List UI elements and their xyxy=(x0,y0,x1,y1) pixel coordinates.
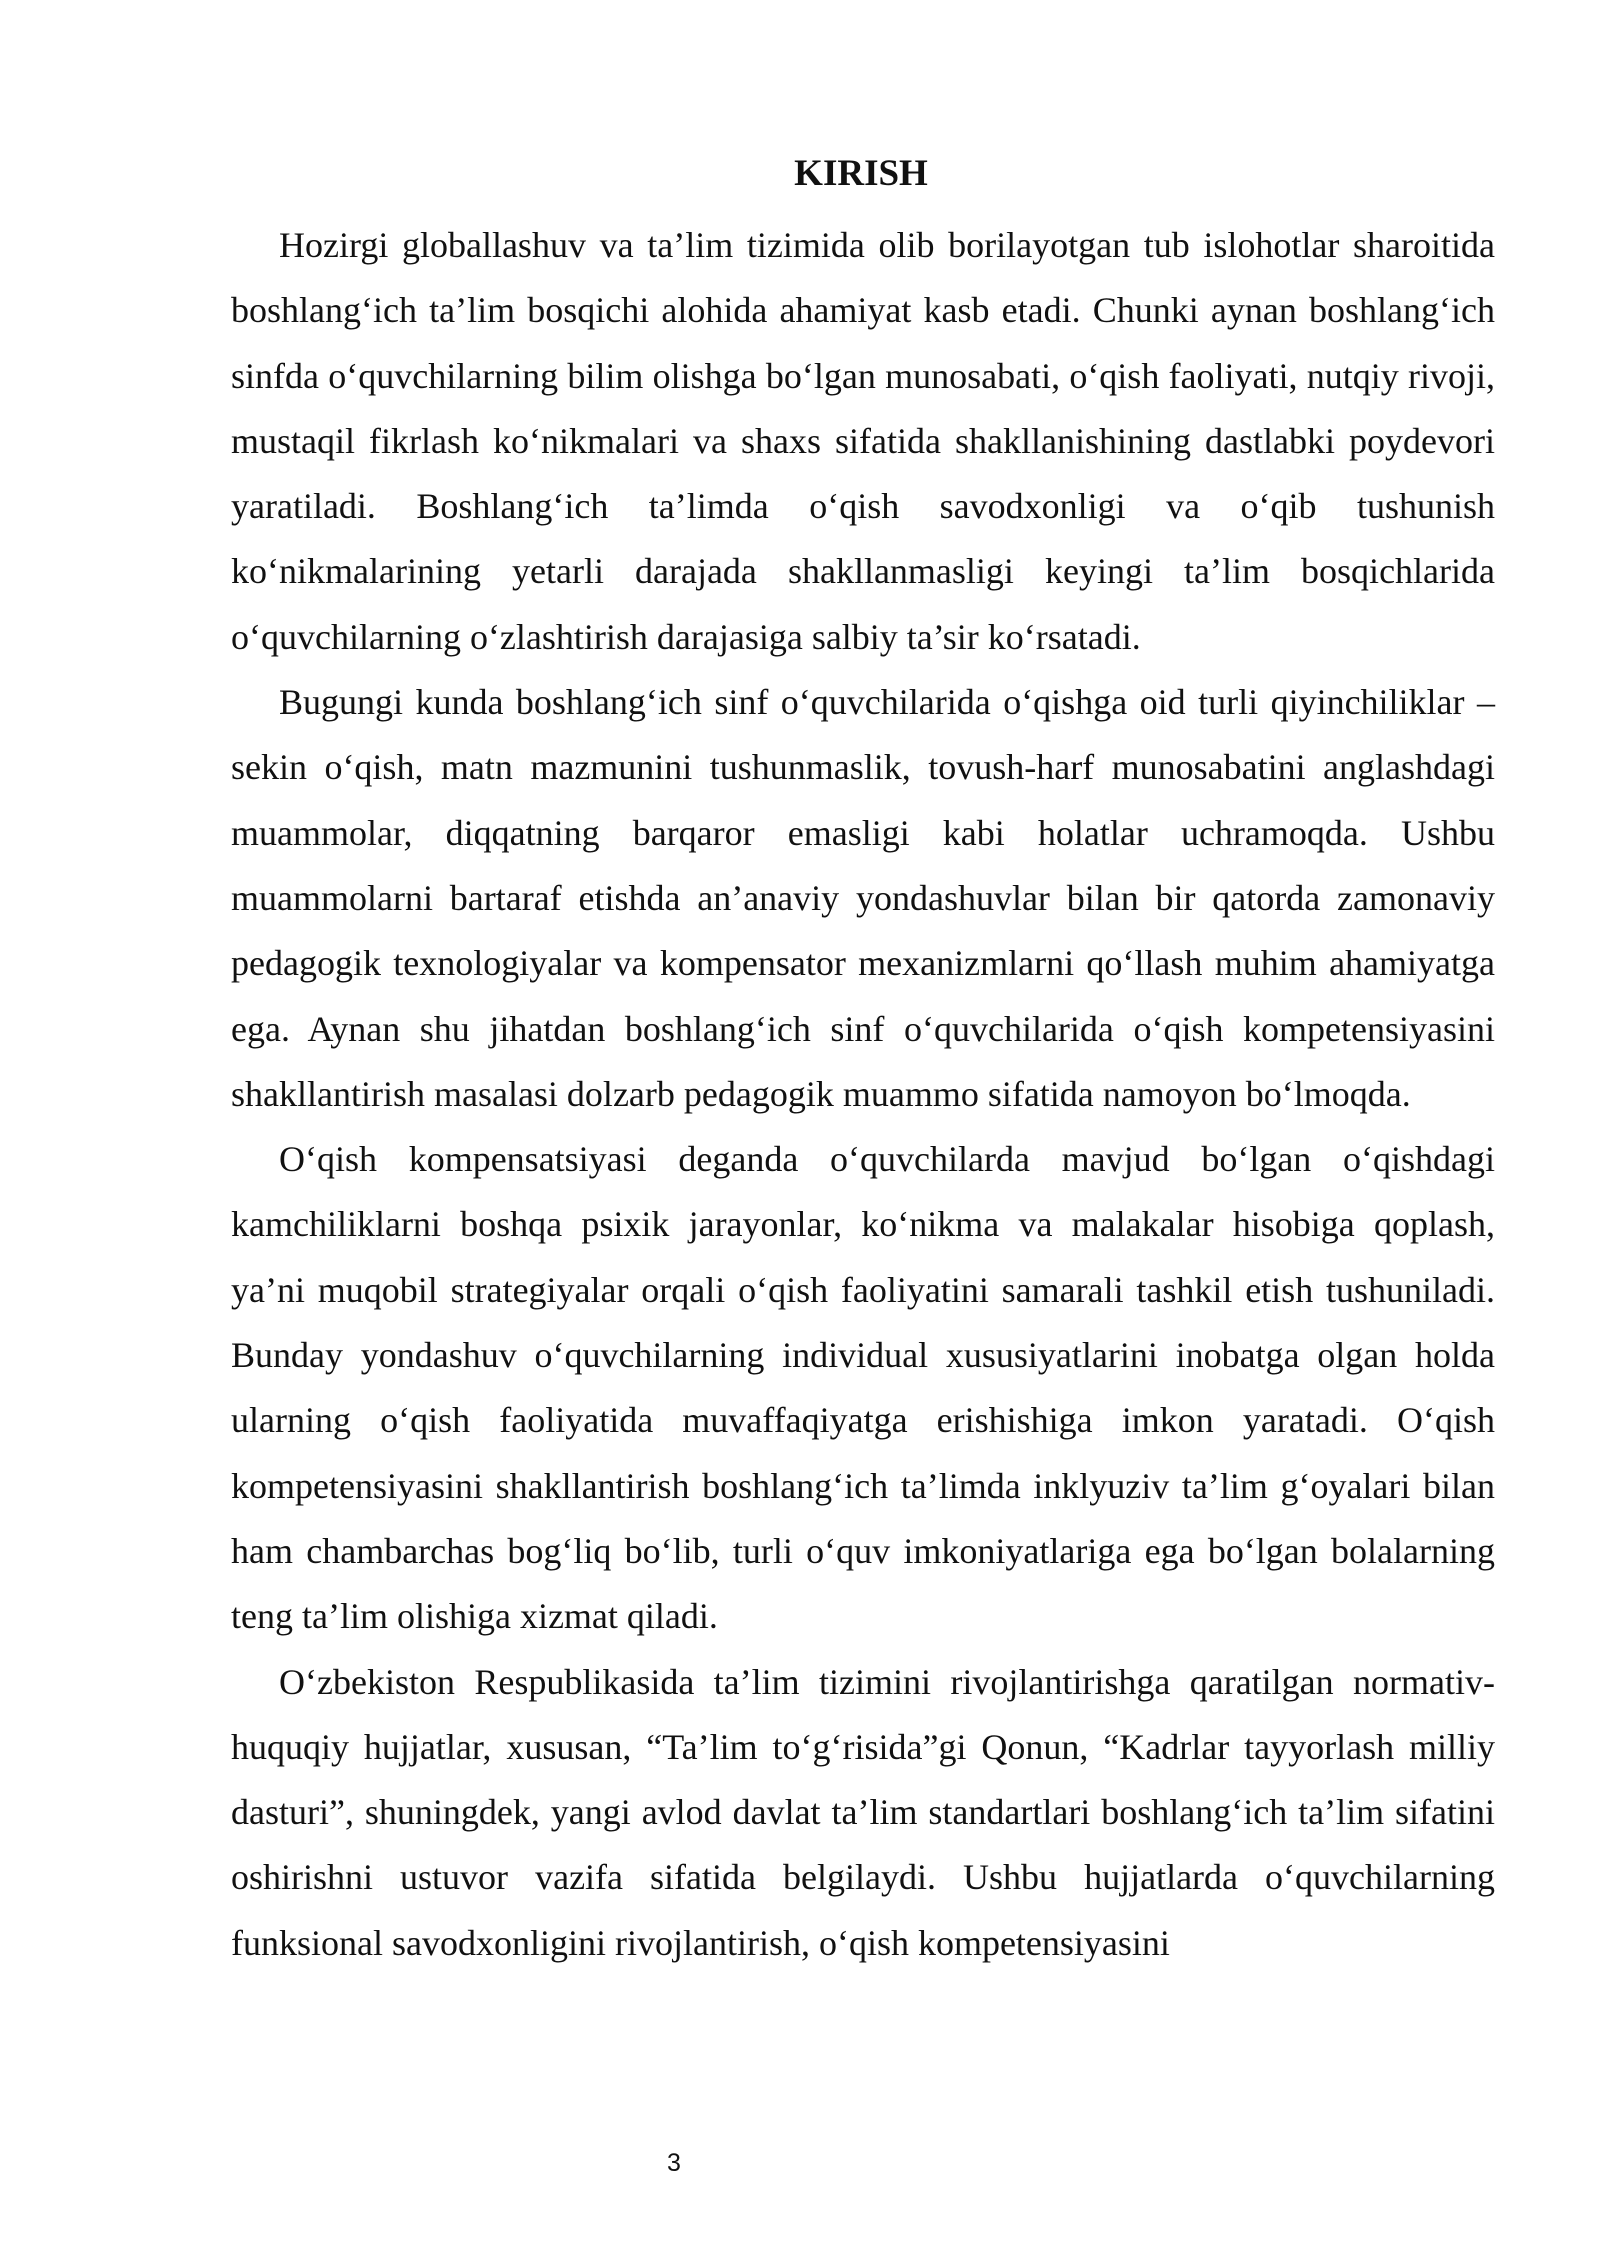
paragraph-2: Bugungi kunda boshlang‘ich sinf o‘quvchilarida o‘qishga oid turli qiyinchiliklar – sekin o‘qish, matn mazmunini tushunmaslik, tovush-harf munosabatini anglashdagi muammolar, diqqatning barqaror emasligi kabi holatlar uchramoqda. Ushbu muammolarni bartaraf etishda an’anaviy yondashuvlar bilan bir qatorda zamonaviy pedagogik texnologiyalar va kompensator mexanizmlarni qo‘llash muhim ahamiyatga ega. Aynan shu jihatdan boshlang‘ich sinf o‘quvchilarida o‘qish kompetensiyasini shakllantirish masalasi dolzarb pedagogik muammo sifatida namoyon bo‘lmoqda. xyxy=(231,682,1495,1114)
page-number: 3 xyxy=(667,2149,681,2177)
paragraph-4: O‘zbekiston Respublikasida ta’lim tizimini rivojlantirishga qaratilgan normativ-huquqiy hujjatlar, xususan, “Ta’lim to‘g‘risida”gi Qonun, “Kadrlar tayyorlash milliy dasturi”, shuningdek, yangi avlod davlat ta’lim standartlari boshlang‘ich ta’lim sifatini oshirishni ustuvor vazifa sifatida belgilaydi. Ushbu hujjatlarda o‘quvchilarning funksional savodxonligini rivojlantirish, o‘qish kompetensiyasini xyxy=(231,1661,1495,1963)
paragraph-1: Hozirgi globallashuv va ta’lim tizimida olib borilayotgan tub islohotlar sharoitida boshlang‘ich ta’lim bosqichi alohida ahamiyat kasb etadi. Chunki aynan boshlang‘ich sinfda o‘quvchilarning bilim olishga bo‘lgan munosabati, o‘qish faoliyati, nutqiy rivoji, mustaqil fikrlash ko‘nikmalari va shaxs sifatida shakllanishining dastlabki poydevori yaratiladi. Boshlang‘ich ta’limda o‘qish savodxonligi va o‘qib tushunish ko‘nikmalarining yetarli darajada shakllanmasligi keyingi ta’lim bosqichlarida o‘quvchilarning o‘zlashtirish darajasiga salbiy ta’sir ko‘rsatadi. xyxy=(231,225,1495,657)
document-body xyxy=(231,213,1495,1976)
paragraph-3: O‘qish kompensatsiyasi deganda o‘quvchilarda mavjud bo‘lgan o‘qishdagi kamchiliklarni boshqa psixik jarayonlar, ko‘nikma va malakalar hisobiga qoplash, ya’ni muqobil strategiyalar orqali o‘qish faoliyatini samarali tashkil etish tushuniladi. Bunday yondashuv o‘quvchilarning individual xususiyatlarini inobatga olgan holda ularning o‘qish faoliyatida muvaffaqiyatga erishishiga imkon yaratadi. O‘qish kompetensiyasini shakllantirish boshlang‘ich ta’limda inklyuziv ta’lim g‘oyalari bilan ham chambarchas bog‘liq bo‘lib, turli o‘quv imkoniyatlariga ega bo‘lgan bolalarning teng ta’lim olishiga xizmat qiladi. xyxy=(231,1139,1495,1637)
section-heading: KIRISH xyxy=(794,153,928,194)
